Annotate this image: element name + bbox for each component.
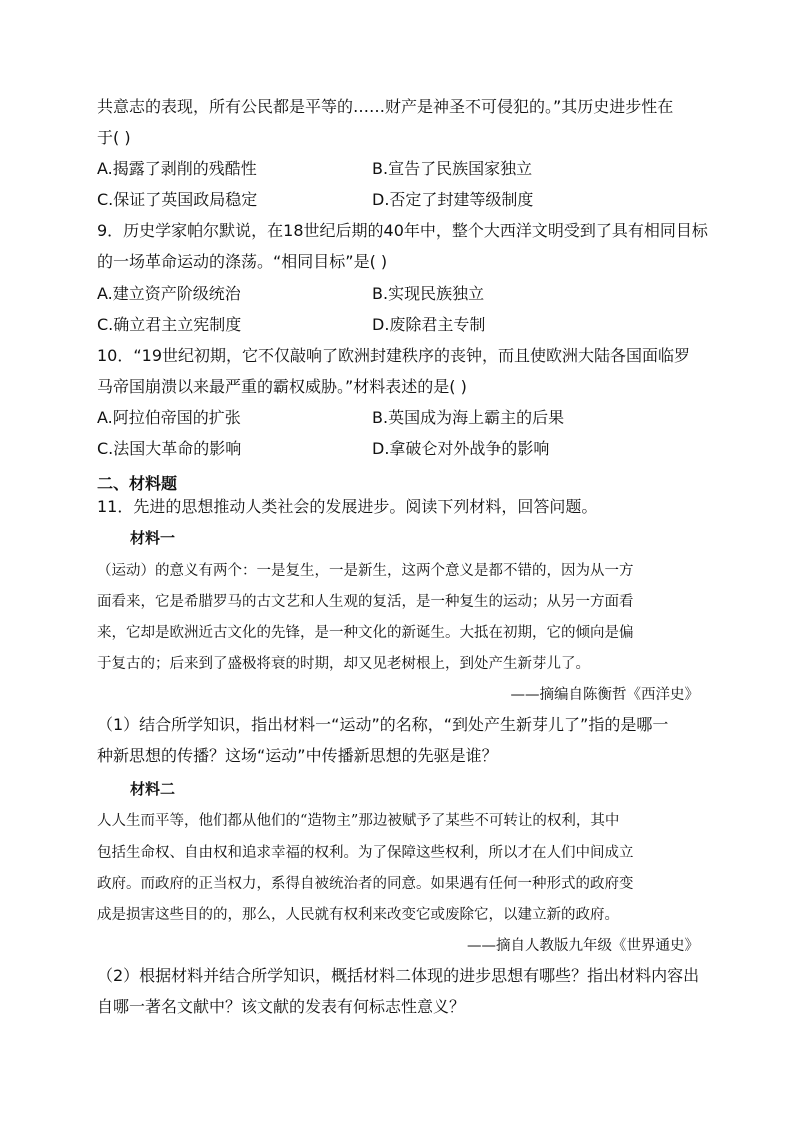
q8-stem-line-2: 于( ) (97, 128, 131, 147)
q11-sub2-line-1: （2）根据材料并结合所学知识，概括材料二体现的进步思想有哪些？指出材料内容出 (97, 966, 700, 985)
q10-option-b: B.英国成为海上霸主的后果 (372, 408, 565, 427)
q9-option-a: A.建立资产阶级统治 (97, 284, 241, 303)
material2-line-1: 人人生而平等，他们都从他们的“造物主”那边被赋予了某些不可转让的权利，其中 (97, 813, 620, 829)
q9-option-c: C.确立君主立宪制度 (97, 315, 242, 334)
section-heading: 二、材料题 (97, 474, 178, 493)
material2-line-2: 包括生命权、自由权和追求幸福的权利。为了保障这些权利，所以才在人们中间成立 (97, 845, 634, 861)
material1-source: ——摘编自陈衡哲《西洋史》 (510, 687, 699, 703)
q8-option-d: D.否定了封建等级制度 (372, 190, 534, 209)
q8-option-a: A.揭露了剥削的残酷性 (97, 159, 257, 178)
q9-option-b: B.实现民族独立 (372, 284, 485, 303)
q11-sub1-line-1: （1）结合所学知识，指出材料一“运动”的名称，“到处产生新芽儿了”指的是哪一 (97, 715, 669, 734)
q11-intro: 11．先进的思想推动人类社会的发展进步。阅读下列材料，回答问题。 (97, 497, 598, 516)
material2-line-3: 政府。而政府的正当权力，系得自被统治者的同意。如果遇有任何一种形式的政府变 (97, 876, 634, 892)
material2-title: 材料二 (130, 780, 176, 798)
material1-line-1: （运动）的意义有两个：一是复生，一是新生，这两个意义是都不错的，因为从一方 (97, 563, 634, 579)
q9-stem-line-1: 9．历史学家帕尔默说，在18世纪后期的40年中，整个大西洋文明受到了具有相同目标 (97, 221, 708, 240)
q8-option-b: B.宣告了民族国家独立 (372, 159, 533, 178)
q10-option-c: C.法国大革命的影响 (97, 439, 242, 458)
q10-option-d: D.拿破仑对外战争的影响 (372, 439, 550, 458)
material1-line-4: 于复古的；后来到了盛极将衰的时期，却又见老树根上，到处产生新芽儿了。 (97, 656, 590, 672)
q11-sub2-line-2: 自哪一著名文献中？该文献的发表有何标志性意义？ (97, 997, 466, 1016)
material2-source: ——摘自人教版九年级《世界通史》 (467, 938, 699, 954)
q10-stem-line-2: 马帝国崩溃以来最严重的霸权威胁。”材料表述的是( ) (97, 377, 467, 396)
material1-title: 材料一 (130, 529, 176, 547)
q8-option-c: C.保证了英国政局稳定 (97, 190, 258, 209)
material1-line-3: 来，它却是欧洲近古文化的先锋，是一种文化的新诞生。大抵在初期，它的倾向是偏 (97, 625, 634, 641)
q8-stem-line-1: 共意志的表现，所有公民都是平等的……财产是神圣不可侵犯的。”其历史进步性在 (97, 97, 674, 116)
q10-option-a: A.阿拉伯帝国的扩张 (97, 408, 241, 427)
q9-stem-line-2: 的一场革命运动的涤荡。“相同目标”是( ) (97, 252, 388, 271)
q11-sub1-line-2: 种新思想的传播？这场“运动”中传播新思想的先驱是谁？ (97, 746, 498, 765)
q9-option-d: D.废除君主专制 (372, 315, 486, 334)
material1-line-2: 面看来，它是希腊罗马的古文艺和人生观的复活，是一种复生的运动；从另一方面看 (97, 594, 634, 610)
q10-stem-line-1: 10．“19世纪初期，它不仅敲响了欧洲封建秩序的丧钟，而且使欧洲大陆各国面临罗 (97, 346, 691, 365)
material2-line-4: 成是损害这些目的的，那么，人民就有权利来改变它或废除它，以建立新的政府。 (97, 907, 619, 923)
